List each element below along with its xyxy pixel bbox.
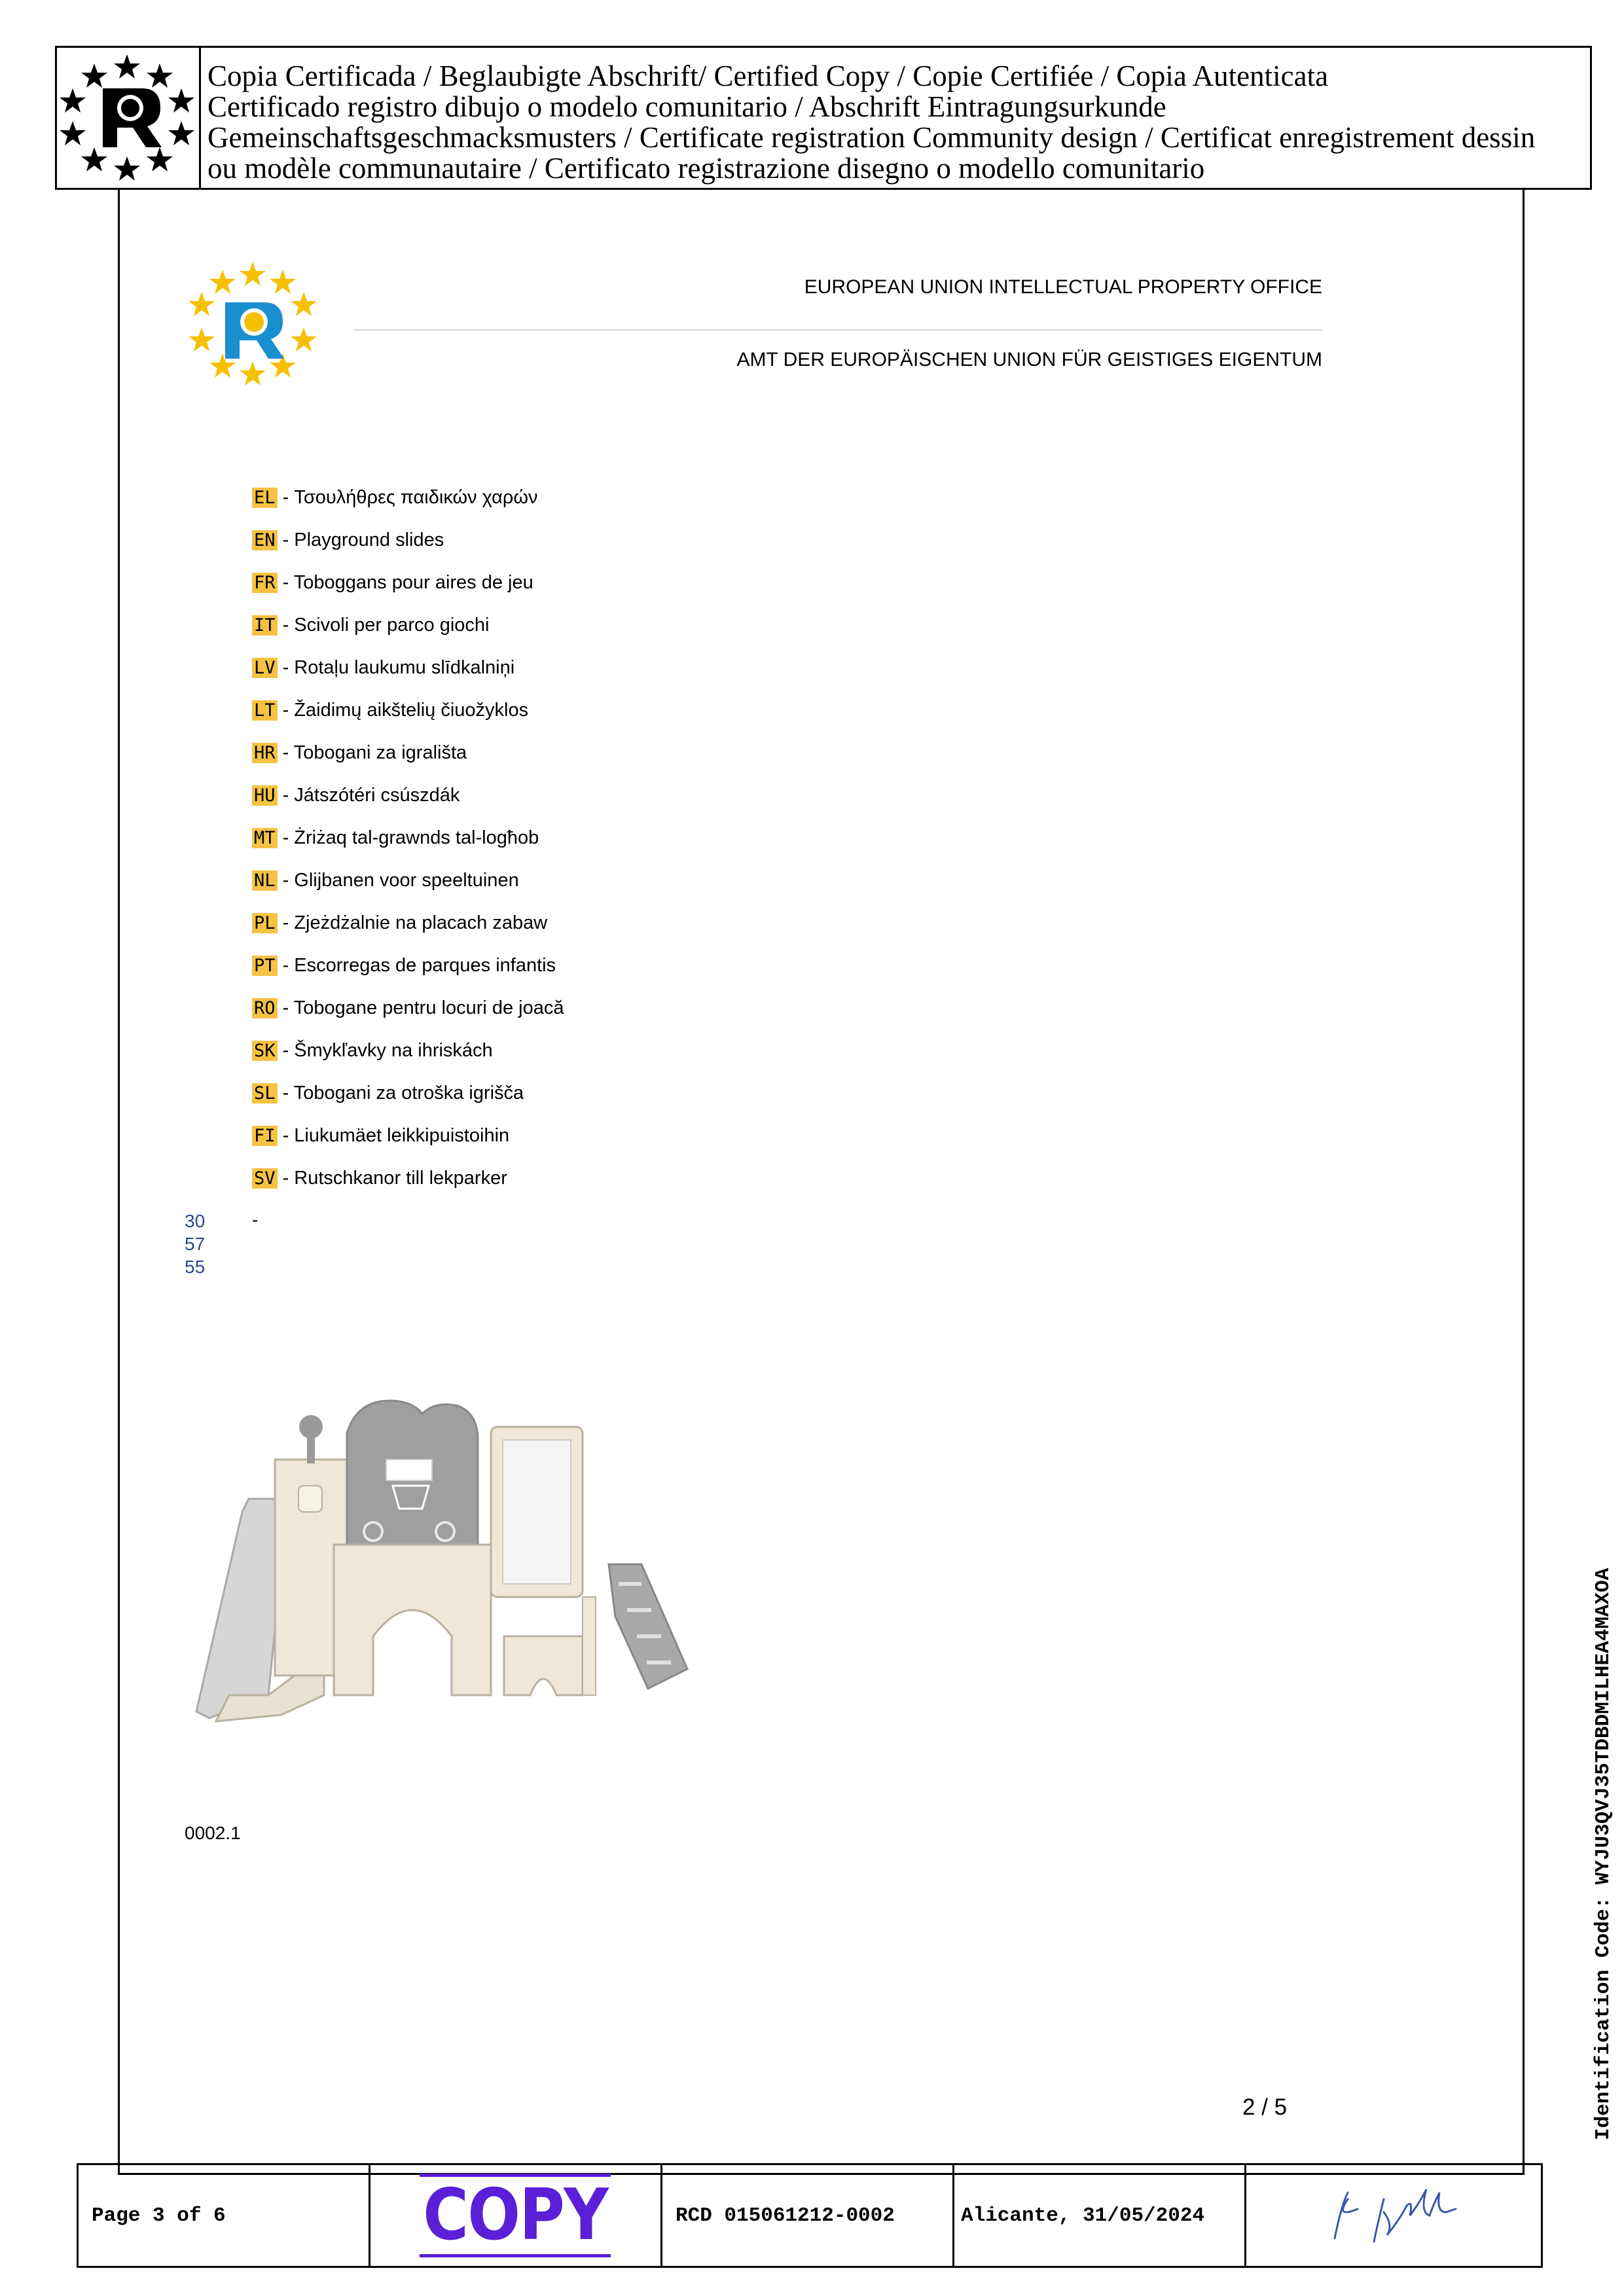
inid-code: 57 xyxy=(185,1234,206,1254)
identification-code: Identification Code: WYJU3QVJ35TDBDMILHEA4MAXOA xyxy=(1592,1568,1615,2140)
inid-code: 55 xyxy=(185,1257,206,1277)
language-code: PL xyxy=(252,913,278,933)
product-indication-list xyxy=(252,484,564,1208)
banner-line: ou modèle communautaire / Certificato registrazione disegno o modello comunitario xyxy=(208,152,1205,185)
language-code: IT xyxy=(252,615,278,636)
term-text: Žaidimų aikštelių čiuožyklos xyxy=(294,700,529,721)
inid-code: 30 xyxy=(185,1211,206,1231)
list-item: FI - Liukumäet leikkipuistoihin xyxy=(252,1122,564,1165)
banner-text xyxy=(201,48,1590,188)
footer-place-date: Alicante, 31/05/2024 xyxy=(961,2204,1205,2227)
list-item: NL - Glijbanen voor speeltuinen xyxy=(252,867,564,910)
language-code: MT xyxy=(252,828,278,848)
term-text: Rutschkanor till lekparker xyxy=(294,1168,507,1189)
list-item: PT - Escorregas de parques infantis xyxy=(252,952,564,995)
list-item: EN - Playground slides xyxy=(252,527,564,569)
language-code: EL xyxy=(252,488,278,508)
term-text: Żriżaq tal-grawnds tal-logħob xyxy=(294,827,539,848)
language-code: SL xyxy=(252,1083,278,1103)
signature-icon xyxy=(1246,2165,1541,2266)
euipo-r-logo-icon xyxy=(57,48,201,188)
banner-line: Copia Certificada / Beglaubigte Abschrift/ Certified Copy / Copie Certifiée / Copia Autenticata xyxy=(208,60,1329,92)
language-code: SK xyxy=(252,1041,278,1061)
footer-page-cell xyxy=(79,2165,370,2266)
list-item: SL - Tobogani za otroška igrišča xyxy=(252,1080,564,1122)
certificate-banner xyxy=(55,46,1592,190)
banner-line: Gemeinschaftsgeschmacksmusters / Certificate registration Community design / Certificat enregistrement dessin xyxy=(208,121,1536,154)
copy-stamp: COPY xyxy=(420,2174,611,2257)
language-code: HU xyxy=(252,785,278,806)
term-text: Playground slides xyxy=(294,529,444,550)
page-indicator: 2 / 5 xyxy=(1242,2094,1288,2120)
term-text: Toboggans pour aires de jeu xyxy=(293,572,533,593)
term-text: Rotaļu laukumu slīdkalniņi xyxy=(294,657,515,678)
footer-table xyxy=(77,2163,1543,2268)
term-text: Játszótéri csúszdák xyxy=(294,785,460,806)
office-name-en: EUROPEAN UNION INTELLECTUAL PROPERTY OFFICE xyxy=(804,276,1322,298)
term-text: Tobogani za otroška igrišča xyxy=(293,1083,524,1103)
language-code: EN xyxy=(252,530,278,550)
term-text: Zjeżdżalnie na placach zabaw xyxy=(294,912,548,933)
list-item: HU - Játszótéri csúszdák xyxy=(252,782,564,825)
footer-page: Page 3 of 6 xyxy=(92,2204,226,2227)
list-item: FR - Toboggans pour aires de jeu xyxy=(252,569,564,612)
office-divider xyxy=(353,329,1322,331)
euipo-logo-icon xyxy=(187,262,318,393)
list-item: EL - Τσουλήθρες παιδικών χαρών xyxy=(252,484,564,527)
product-image xyxy=(190,1388,713,1728)
term-text: Liukumäet leikkipuistoihin xyxy=(294,1125,510,1146)
list-item: PL - Zjeżdżalnie na placach zabaw xyxy=(252,910,564,952)
language-code: FR xyxy=(252,573,278,593)
list-item: LT - Žaidimų aikštelių čiuožyklos xyxy=(252,697,564,740)
list-item: MT - Żriżaq tal-grawnds tal-logħob xyxy=(252,825,564,867)
list-item: SV - Rutschkanor till lekparker xyxy=(252,1165,564,1208)
banner-line: Certificado registro dibujo o modelo comunitario / Abschrift Eintragungsurkunde xyxy=(208,90,1166,123)
list-item: HR - Tobogani za igrališta xyxy=(252,740,564,782)
list-item: SK - Šmykľavky na ihriskách xyxy=(252,1037,564,1080)
language-code: FI xyxy=(252,1126,278,1146)
term-text: Tobogani za igrališta xyxy=(293,742,467,763)
term-text: Šmykľavky na ihriskách xyxy=(294,1040,493,1061)
view-number: 0002.1 xyxy=(185,1823,241,1843)
term-text: Τσουλήθρες παιδικών χαρών xyxy=(294,487,538,508)
list-item: IT - Scivoli per parco giochi xyxy=(252,612,564,655)
footer-date-cell xyxy=(954,2165,1246,2266)
footer-stamp-cell xyxy=(370,2165,662,2266)
office-name-de: AMT DER EUROPÄISCHEN UNION FÜR GEISTIGES EIGENTUM xyxy=(736,349,1322,370)
language-code: SV xyxy=(252,1168,278,1189)
list-item: RO - Tobogane pentru locuri de joacă xyxy=(252,995,564,1037)
footer-rcd-cell xyxy=(662,2165,954,2266)
inid-codes xyxy=(185,1210,205,1278)
inid-value: - xyxy=(252,1210,259,1230)
term-text: Scivoli per parco giochi xyxy=(294,615,490,636)
term-text: Tobogane pentru locuri de joacă xyxy=(293,997,564,1018)
language-code: PT xyxy=(252,956,278,976)
language-code: RO xyxy=(252,998,278,1018)
footer-rcd: RCD 015061212-0002 xyxy=(676,2204,895,2227)
term-text: Escorregas de parques infantis xyxy=(294,955,556,976)
term-text: Glijbanen voor speeltuinen xyxy=(294,870,519,891)
language-code: HR xyxy=(252,743,278,763)
language-code: NL xyxy=(252,870,278,891)
language-code: LV xyxy=(252,658,278,678)
language-code: LT xyxy=(252,700,278,721)
list-item: LV - Rotaļu laukumu slīdkalniņi xyxy=(252,655,564,697)
